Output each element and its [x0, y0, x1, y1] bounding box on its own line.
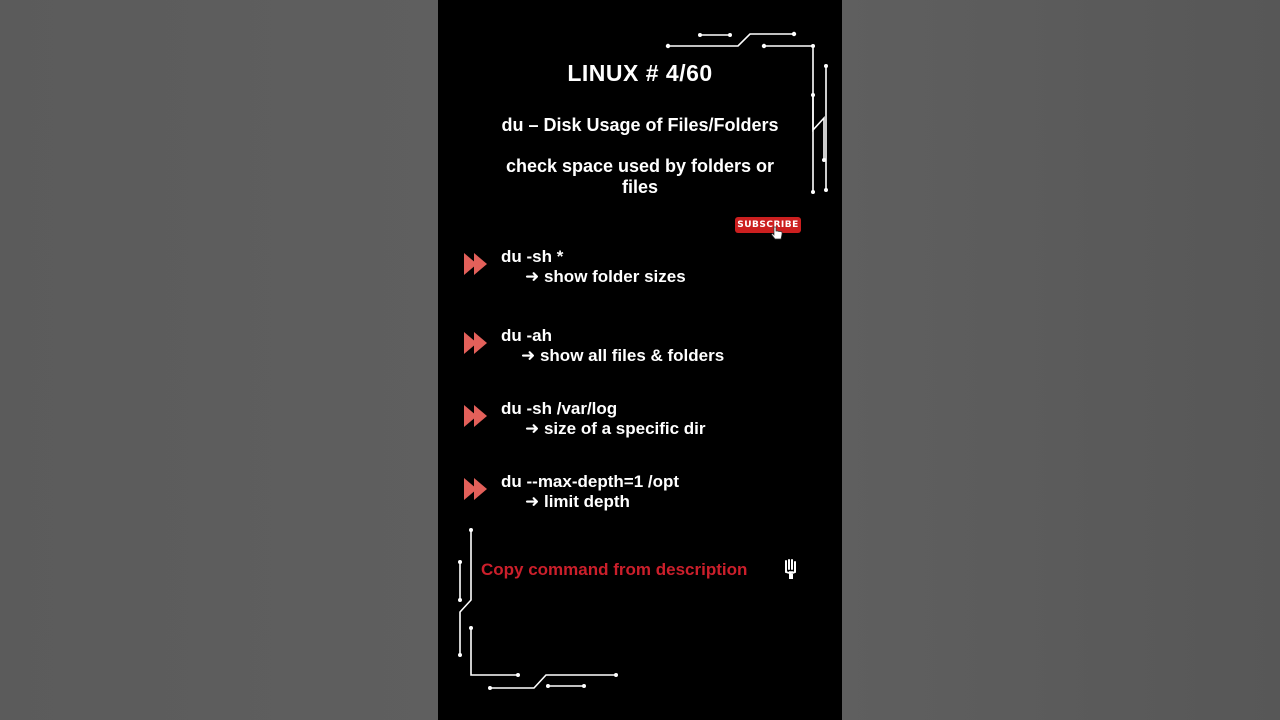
command-item [438, 326, 842, 372]
command-desc: ➜ limit depth [525, 492, 630, 511]
command-text: du -sh * [501, 247, 564, 266]
subscribe-button[interactable]: SUBSCRIBE [735, 217, 801, 233]
command-text: du --max-depth=1 /opt [501, 472, 680, 491]
left-blurred-background [0, 0, 438, 720]
copy-command-hint: Copy command from description [481, 560, 748, 579]
page-title: LINUX # 4/60 [567, 60, 713, 86]
hand-cursor-icon [770, 226, 784, 240]
command-text: du -sh /var/log [501, 399, 618, 418]
pointing-down-hand-icon [783, 559, 799, 579]
command-description: check space used by folders or files [505, 156, 775, 197]
command-text: du -ah [501, 326, 552, 345]
command-item [438, 472, 842, 518]
command-desc: ➜ size of a specific dir [525, 419, 706, 438]
double-arrow-icon [464, 251, 492, 277]
command-desc: ➜ show folder sizes [525, 267, 686, 286]
double-arrow-icon [464, 403, 492, 429]
double-arrow-icon [464, 330, 492, 356]
double-arrow-icon [464, 476, 492, 502]
command-item [438, 399, 842, 445]
right-blurred-background [842, 0, 1280, 720]
command-subtitle: du – Disk Usage of Files/Folders [501, 115, 779, 135]
command-item [438, 247, 842, 293]
command-desc: ➜ show all files & folders [521, 346, 725, 365]
video-frame [438, 0, 842, 720]
